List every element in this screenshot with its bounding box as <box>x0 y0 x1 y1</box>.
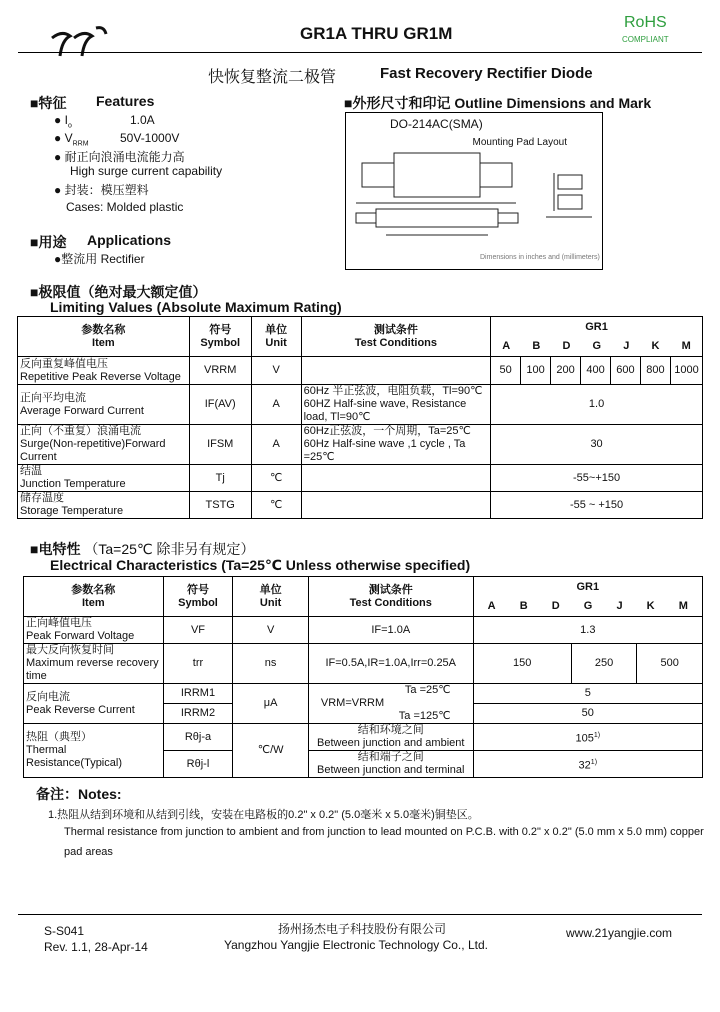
electrical-table <box>23 576 703 778</box>
outline-heading: ■外形尺寸和印记 Outline Dimensions and Mark <box>344 95 652 111</box>
table-row: Rθj-l 结和端子之间 Between junction and terminal 32$^{1)}$ <box>24 751 703 778</box>
table-row: 结温 Junction Temperature Tj ℃ -55~+150 <box>18 465 703 492</box>
footer-rev: Rev. 1.1, 28-Apr-14 <box>44 940 148 954</box>
feature-io: ● $I_o$ <box>54 113 72 130</box>
features-heading-cn: ■特征 <box>30 95 67 111</box>
units-note: Dimensions in inches and (millimeters) <box>480 254 600 261</box>
feature-io-value: 1.0A <box>130 113 155 127</box>
col-unit: 单位 Unit <box>251 317 301 357</box>
footer-company-en: Yangzhou Yangjie Electronic Technology Co., Ltd. <box>224 938 488 952</box>
table-row: 反向重复峰值电压 Repetitive Peak Reverse Voltage VRRM V 50 100 200 400 600 800 1000 <box>18 357 703 385</box>
table-row: 反向电流 Peak Reverse Current IRRM1 μA Ta =25℃ VRM=VRRM Ta =125℃ 5 <box>24 684 703 704</box>
subtitle-cn: 快恢复整流二极管 <box>208 69 337 86</box>
table-row: IRRM2 50 <box>24 704 703 724</box>
col-symbol: 符号 Symbol <box>163 577 233 617</box>
electrical-heading-cn: ■电特性 （Ta=25℃ 除非另有规定） <box>30 541 255 557</box>
table-row: 热阻（典型） Thermal Resistance(Typical) Rθj-a ℃/W 结和环境之间 Between junction and ambient 105$^{1)}$ <box>24 724 703 751</box>
limiting-heading-en: Limiting Values (Absolute Maximum Rating) <box>50 299 342 315</box>
limiting-heading-cn: ■极限值（绝对最大额定值） <box>30 284 207 300</box>
feature-case-cn: ● 封装：模压塑料 <box>54 183 149 197</box>
feature-surge-cn: ● 耐正向浪涌电流能力高 <box>54 150 185 164</box>
rohs-compliant: COMPLIANT <box>622 35 669 44</box>
feature-vrrm-value: 50V-1000V <box>120 131 180 145</box>
col-unit: 单位 Unit <box>233 577 309 617</box>
electrical-heading-en: Electrical Characteristics (Ta=25℃ Unless otherwise specified) <box>50 557 471 573</box>
col-item: 参数名称 Item <box>18 317 190 357</box>
rohs-badge: RoHS <box>624 14 667 31</box>
limiting-table <box>17 316 703 519</box>
feature-vrrm: ● $V_{RRM}$ <box>54 131 89 148</box>
note-en: Thermal resistance from junction to ambient and from junction to lead mounted on P.C.B. with 0.2" x 0.2" (5.0 mm x 5.0 mm) copper pad areas <box>64 826 704 858</box>
page-title: GR1A THRU GR1M <box>300 24 453 43</box>
col-conditions: 测试条件 Test Conditions <box>301 317 491 357</box>
table-row: 正向峰值电压 Peak Forward Voltage VF V IF=1.0A 1.3 <box>24 617 703 644</box>
note-cn: 1.热阻从结到环境和从结到引线，安装在电路板的0.2" x 0.2" (5.0毫米 x 5.0毫米)铜垫区。 <box>48 809 479 821</box>
col-grades: GR1 A B D G J K M <box>491 317 703 357</box>
applications-heading-cn: ■用途 <box>30 234 67 250</box>
features-heading-en: Features <box>96 93 155 109</box>
package-label: DO-214AC(SMA) <box>390 117 483 131</box>
application-item: ●整流用 Rectifier <box>54 252 145 266</box>
notes-heading: 备注：Notes: <box>36 786 122 802</box>
table-row: 正向（不重复）浪涌电流 Surge(Non-repetitive)Forward Current IFSM A 60Hz正弦波，一个周期，Ta=25℃ 60Hz Half-sine wave ,1 cycle , Ta =25℃ 30 <box>18 425 703 465</box>
col-symbol: 符号 Symbol <box>189 317 251 357</box>
package-drawing <box>346 113 602 269</box>
company-logo-icon <box>48 22 112 62</box>
applications-heading-en: Applications <box>87 232 172 248</box>
table-row: 正向平均电流 Average Forward Current IF(AV) A 60Hz 半正弦波，电阻负载，Tl=90℃ 60HZ Half-sine wave, Resistance load, Tl=90℃ 1.0 <box>18 385 703 425</box>
footer-code: S-S041 <box>44 924 85 938</box>
table-row: 最大反向恢复时间 Maximum reverse recovery time trr ns IF=0.5A,IR=1.0A,Irr=0.25A 150 250 500 <box>24 644 703 684</box>
col-conditions: 测试条件 Test Conditions <box>308 577 473 617</box>
col-item: 参数名称 Item <box>24 577 164 617</box>
outline-drawing-box <box>345 112 603 270</box>
footer-website[interactable]: www.21yangjie.com <box>566 926 673 940</box>
col-grades: GR1 A B D G J K M <box>473 577 702 617</box>
pad-layout-label: Mounting Pad Layout <box>472 137 567 148</box>
subtitle-en: Fast Recovery Rectifier Diode <box>380 65 593 82</box>
table-row: 储存温度 Storage Temperature TSTG ℃ -55 ~ +150 <box>18 492 703 519</box>
footer-company-cn: 扬州扬杰电子科技股份有限公司 <box>278 922 447 936</box>
feature-case-en: Cases: Molded plastic <box>66 200 184 214</box>
feature-surge-en: High surge current capability <box>70 164 223 178</box>
